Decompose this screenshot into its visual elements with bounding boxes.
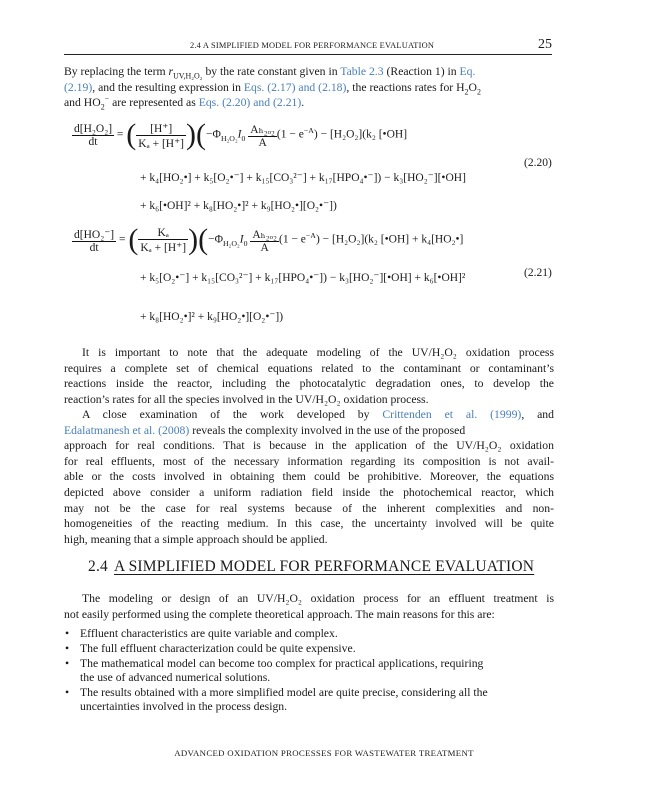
- paragraph-line: reactions inside the reactor, including the photocatalytic degradation ones, to develop the: [64, 377, 554, 391]
- absorbance-numerator: Aₕ₂ₒ₂: [250, 123, 275, 136]
- absorbance-denominator: A: [260, 241, 269, 254]
- acid-denominator: Kₐ + [H⁺]: [140, 241, 187, 254]
- subscript: 0: [243, 238, 248, 248]
- paren: (: [128, 223, 139, 256]
- absorbance-denominator: A: [258, 136, 267, 149]
- equation-2-20-line-3: + k₆[•OH]² + k₈[HO₂•]² + k₉[HO₂•][O₂•⁻]): [140, 200, 337, 212]
- paren: ): [188, 223, 199, 256]
- superscript: −: [104, 94, 110, 104]
- lhs-fraction: [72, 123, 114, 148]
- equation-number-2-21: (2.21): [524, 267, 552, 279]
- paragraph-line: able or the costs involved in obtaining them could be prohibitive. Moreover, the equations: [64, 470, 554, 484]
- equals-sign: =: [118, 233, 126, 246]
- absorbance-numerator: Aₕ₂ₒ₂: [252, 228, 277, 241]
- text: by the rate constant given in: [202, 65, 341, 78]
- list-item: [64, 657, 564, 685]
- list-item-text: The full effluent characterization could be quite expensive.: [80, 642, 356, 655]
- bullet-icon: •: [65, 642, 70, 655]
- paragraph-line: depicted above consider a uniform radiation field inside the photochemical reactor, which: [64, 485, 554, 499]
- list-item: [64, 686, 564, 714]
- acid-fraction: [136, 121, 186, 150]
- equation-2-20-line-2: + k₄[HO₂•] + k₅[O₂•⁻] + k₁₅[CO₃²⁻] + k₁₇[HPO₄•⁻]) − k₃[HO₂⁻][•OH]: [140, 172, 466, 184]
- term: I: [239, 233, 244, 246]
- list-item: [64, 642, 564, 656]
- list-item-text: The mathematical model can become too complex for practical applications, requiring: [80, 657, 484, 670]
- list-item-text: Effluent characteristics are quite variable and complex.: [80, 627, 338, 640]
- section-heading: [88, 558, 534, 576]
- citation-link[interactable]: Crittenden et al. (1999): [382, 408, 522, 421]
- equation-link[interactable]: (2.19): [64, 80, 93, 94]
- subscript: 2: [464, 86, 469, 96]
- subscript: 2: [100, 102, 105, 112]
- text: reveals the complexity involved in the use of the proposed: [189, 423, 466, 437]
- paren: (: [196, 118, 207, 151]
- paragraph-line: The modeling or design of an UV/H₂O₂ oxidation process for an effluent treatment is: [82, 592, 554, 605]
- superscript: −A: [305, 230, 316, 240]
- paragraph-line: not easily performed using the complete theoretical approach. The main reasons for this are:: [64, 607, 495, 621]
- list-item-text: The results obtained with a more simplified model are quite precise, considering all the: [80, 686, 488, 699]
- rate-symbol: r: [168, 65, 174, 78]
- subscript: 0: [241, 133, 246, 143]
- subscript: 2: [476, 86, 481, 96]
- text: A close examination of the work developed by: [82, 408, 383, 421]
- lhs-numerator: d[HO₂⁻]: [74, 228, 115, 241]
- bullet-icon: •: [65, 686, 70, 699]
- equation-link[interactable]: Eq.: [459, 65, 476, 78]
- paragraph-line: approach for real conditions. That is because in the application of the UV/H₂O₂ oxidation: [64, 439, 554, 453]
- term: I: [237, 128, 242, 141]
- bullet-icon: •: [65, 657, 70, 670]
- page-footer: ADVANCED OXIDATION PROCESSES FOR WASTEWATER TREATMENT: [174, 748, 474, 758]
- list-item: [64, 627, 564, 641]
- section-title: A SIMPLIFIED MODEL FOR PERFORMANCE EVALUATION: [113, 558, 535, 575]
- equation-number-2-20: (2.20): [524, 157, 552, 169]
- paragraph-line: It is important to note that the adequate modeling of the UV/H₂O₂ oxidation process: [82, 346, 554, 359]
- text: and HO: [64, 96, 101, 110]
- absorbance-fraction: [248, 122, 277, 149]
- term: (1 − e: [276, 128, 304, 141]
- list-item-text: uncertainties involved in the process design.: [80, 700, 288, 713]
- subscript: H₂O₂: [223, 238, 240, 248]
- term: ) − [H₂O₂](k₂ [•OH]: [313, 128, 408, 141]
- bullet-icon: •: [65, 627, 70, 640]
- equation-link[interactable]: Eqs. (2.20) and (2.21): [198, 96, 302, 110]
- list-item-text: the use of advanced numerical solutions.: [80, 671, 271, 684]
- intro-paragraph: [64, 64, 554, 111]
- term: (1 − e: [278, 233, 306, 246]
- table-link[interactable]: Table 2.3: [340, 65, 384, 78]
- intro-line-2: [64, 80, 554, 96]
- running-head: [64, 37, 552, 55]
- lhs-fraction: [72, 227, 116, 254]
- superscript: −A: [303, 125, 314, 135]
- term: −Φ: [206, 128, 221, 141]
- running-head-title: 2.4 A SIMPLIFIED MODEL FOR PERFORMANCE EVALUATION: [190, 41, 435, 50]
- reasons-list: [64, 627, 564, 715]
- equation-link[interactable]: Eqs. (2.17) and (2.18): [243, 80, 347, 94]
- paren: (: [198, 223, 209, 256]
- paragraph-line: may not be the case for real systems because of the inherent complexities and non-: [64, 501, 554, 515]
- paragraph-line: [64, 423, 554, 439]
- text: , the reactions rates for H: [346, 80, 465, 94]
- paragraph-line: homogeneities of the reacting medium. In this case, the uncertainty involved will be quite: [64, 517, 554, 531]
- paren: (: [126, 118, 137, 151]
- equals-sign: =: [116, 128, 124, 141]
- paragraph-close-examination: [64, 407, 554, 547]
- term: −Φ: [208, 233, 223, 246]
- paragraph-line: for real effluents, most of the necessary information regarding its composition is not avail-: [64, 454, 554, 468]
- text: O: [468, 80, 477, 94]
- citation-link[interactable]: Edalatmanesh et al. (2008): [64, 423, 190, 437]
- paragraph-line: [64, 407, 554, 423]
- paren: ): [186, 118, 197, 151]
- text: , and: [521, 408, 554, 421]
- intro-line-3: [64, 95, 554, 111]
- intro-line-1: [64, 64, 554, 80]
- paragraph-modeling-note: [64, 345, 554, 407]
- equation-2-21-line-2: + k₅[O₂•⁻] + k₁₅[CO₃²⁻] + k₁₇[HPO₄•⁻]) − k₃[HO₂⁻][•OH] + k₆[•OH]²: [140, 272, 466, 284]
- lhs-numerator: d[H₂O₂]: [74, 122, 113, 135]
- lhs-denominator: dt: [88, 135, 98, 148]
- paragraph-modeling-design: [64, 591, 554, 622]
- acid-fraction: [138, 227, 188, 254]
- acid-numerator: Kₐ: [138, 227, 188, 240]
- lhs-denominator: dt: [89, 241, 99, 254]
- equation-2-20-line-1: [72, 118, 407, 152]
- paragraph-line: high, meaning that a simple approach should be applied.: [64, 532, 328, 546]
- text: , and the resulting expression in: [92, 80, 244, 94]
- text: (Reaction 1) in: [383, 65, 460, 78]
- page-number: 25: [538, 37, 552, 52]
- absorbance-fraction: [250, 227, 279, 254]
- section-number: 2.4: [88, 558, 108, 575]
- subscript: H₂O₂: [220, 133, 238, 143]
- paragraph-line: reaction’s rates for all the species involved in the UV/H₂O₂ oxidation process.: [64, 392, 429, 406]
- text: are represented as: [109, 96, 199, 110]
- equation-2-21-line-3: + k₈[HO₂•]² + k₉[HO₂•][O₂•⁻]): [140, 311, 284, 323]
- acid-numerator: [H⁺]: [136, 121, 186, 136]
- equation-2-21-line-1: [72, 223, 463, 257]
- acid-denominator: Kₐ + [H⁺]: [138, 137, 185, 150]
- text: By replacing the term: [64, 65, 169, 78]
- rate-subscript: UV,H₂O₂: [173, 71, 203, 81]
- term: ) − [H₂O₂](k₂ [•OH] + k₄[HO₂•]: [315, 233, 464, 246]
- paragraph-line: requires a complete set of chemical equations related to the contaminant or contaminant’s: [64, 361, 554, 375]
- text: .: [301, 96, 305, 110]
